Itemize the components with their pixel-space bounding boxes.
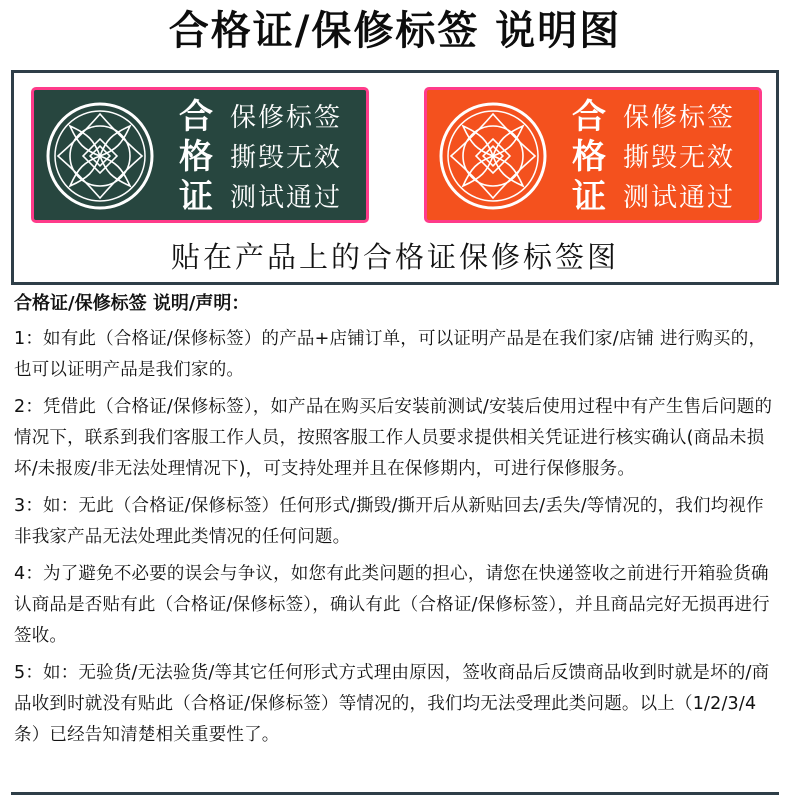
label-green xyxy=(31,87,369,223)
description-paragraph: 2：凭借此（合格证/保修标签），如产品在购买后安装前测试/安装后使用过程中有产生售后问题的情况下，联系到我们客服工作人员，按照客服工作人员要求提供相关凭证进行核实确认(商品未损坏/未报废/非无法处理情况下)，可支持处理并且在保修期内，可进行保修服务。 xyxy=(14,397,773,479)
description-paragraph: 1：如有此（合格证/保修标签）的产品+店铺订单，可以证明产品是在我们家/店铺 进行购买的，也可以证明产品是我们家的。 xyxy=(14,329,767,380)
certificate-big-chars xyxy=(174,98,218,216)
description-paragraph: 4：为了避免不必要的误会与争议，如您有此类问题的担心，请您在快递签收之前进行开箱验货确认商品是否贴有此（合格证/保修标签），确认有此（合格证/保修标签），并且商品完好无损再进行签收。 xyxy=(14,564,770,646)
label-orange xyxy=(424,87,762,223)
label-line: 测试通过 xyxy=(230,183,343,213)
description-paragraph: 3：如：无此（合格证/保修标签）任何形式/撕毁/撕开后从新贴回去/丢失/等情况的，我们均视作非我家产品无法处理此类情况的任何问题。 xyxy=(14,496,764,547)
big-char: 证 xyxy=(572,177,606,217)
bottom-divider xyxy=(11,792,779,795)
label-text-lines xyxy=(230,102,366,214)
page-title: 合格证/保修标签 说明图 xyxy=(168,8,622,54)
label-line: 撕毁无效 xyxy=(230,143,343,173)
big-char: 格 xyxy=(179,137,213,177)
certificate-big-chars xyxy=(567,98,611,216)
ornamental-seal-icon xyxy=(437,100,549,212)
label-showcase-frame xyxy=(11,70,779,285)
label-line: 测试通过 xyxy=(623,183,736,213)
label-caption: 贴在产品上的合格证保修标签图 xyxy=(170,240,619,274)
big-char: 证 xyxy=(179,177,213,217)
label-text-lines xyxy=(623,102,759,214)
label-line: 保修标签 xyxy=(623,103,736,133)
ornamental-seal-icon xyxy=(44,100,156,212)
label-line: 撕毁无效 xyxy=(623,143,736,173)
description-section xyxy=(14,290,778,757)
label-line: 保修标签 xyxy=(230,103,343,133)
description-paragraph: 5：如：无验货/无法验货/等其它任何形式方式理由原因，签收商品后反馈商品收到时就是坏的/商品收到时就没有贴此（合格证/保修标签）等情况的，我们均无法受理此类问题。以上（1/2/3/4条）已经告知清楚相关重要性了。 xyxy=(14,663,770,745)
big-char: 合 xyxy=(572,97,606,137)
big-char: 合 xyxy=(179,97,213,137)
big-char: 格 xyxy=(572,137,606,177)
description-heading: 合格证/保修标签 说明/声明： xyxy=(14,293,250,314)
